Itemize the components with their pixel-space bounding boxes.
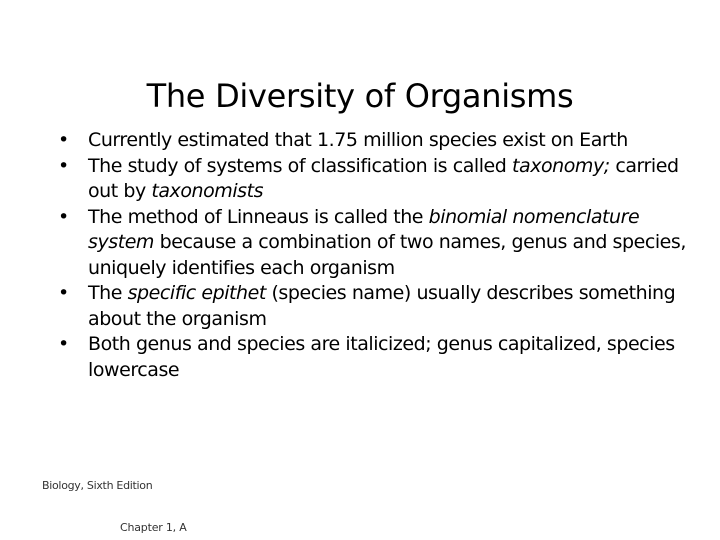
bullet-text: carried out by — [88, 154, 679, 202]
bullet-text: Currently estimated that 1.75 million species exist on Earth — [88, 129, 628, 151]
bullet-text: The — [88, 282, 128, 304]
bullet-item — [58, 332, 698, 383]
bullet-text: because a combination of two names, genus and species, uniquely identifies each organism — [88, 231, 686, 279]
bullet-item — [58, 205, 698, 282]
bullet-dot: • — [58, 154, 69, 177]
bullet-item — [58, 281, 698, 332]
bullet-dot: • — [58, 282, 69, 304]
bullet-term: specific epithet — [127, 282, 266, 304]
bullet-dot: • — [58, 333, 69, 355]
bullet-term: taxonomy; — [512, 154, 610, 177]
bullet-item — [58, 154, 698, 205]
bullet-term: binomial nomenclature system — [88, 205, 640, 253]
bullet-list — [58, 128, 698, 383]
bullet-dot: • — [58, 205, 69, 228]
bullet-text: The method of Linneaus is called the — [88, 205, 429, 228]
slide-title: The Diversity of Organisms — [146, 77, 574, 115]
footer-chapter: Chapter 1, A — [120, 521, 187, 534]
bullet-text: Both genus and species are italicized; genus capitalized, species lowercase — [88, 333, 675, 381]
bullet-term: taxonomists — [151, 180, 264, 202]
bullet-text: The study of systems of classification is called — [88, 154, 512, 177]
bullet-dot: • — [58, 129, 69, 151]
bullet-item — [58, 128, 698, 154]
footer-book-title: Biology, Sixth Edition — [42, 479, 153, 492]
bullet-text: (species name) usually describes something about the organism — [88, 282, 676, 330]
